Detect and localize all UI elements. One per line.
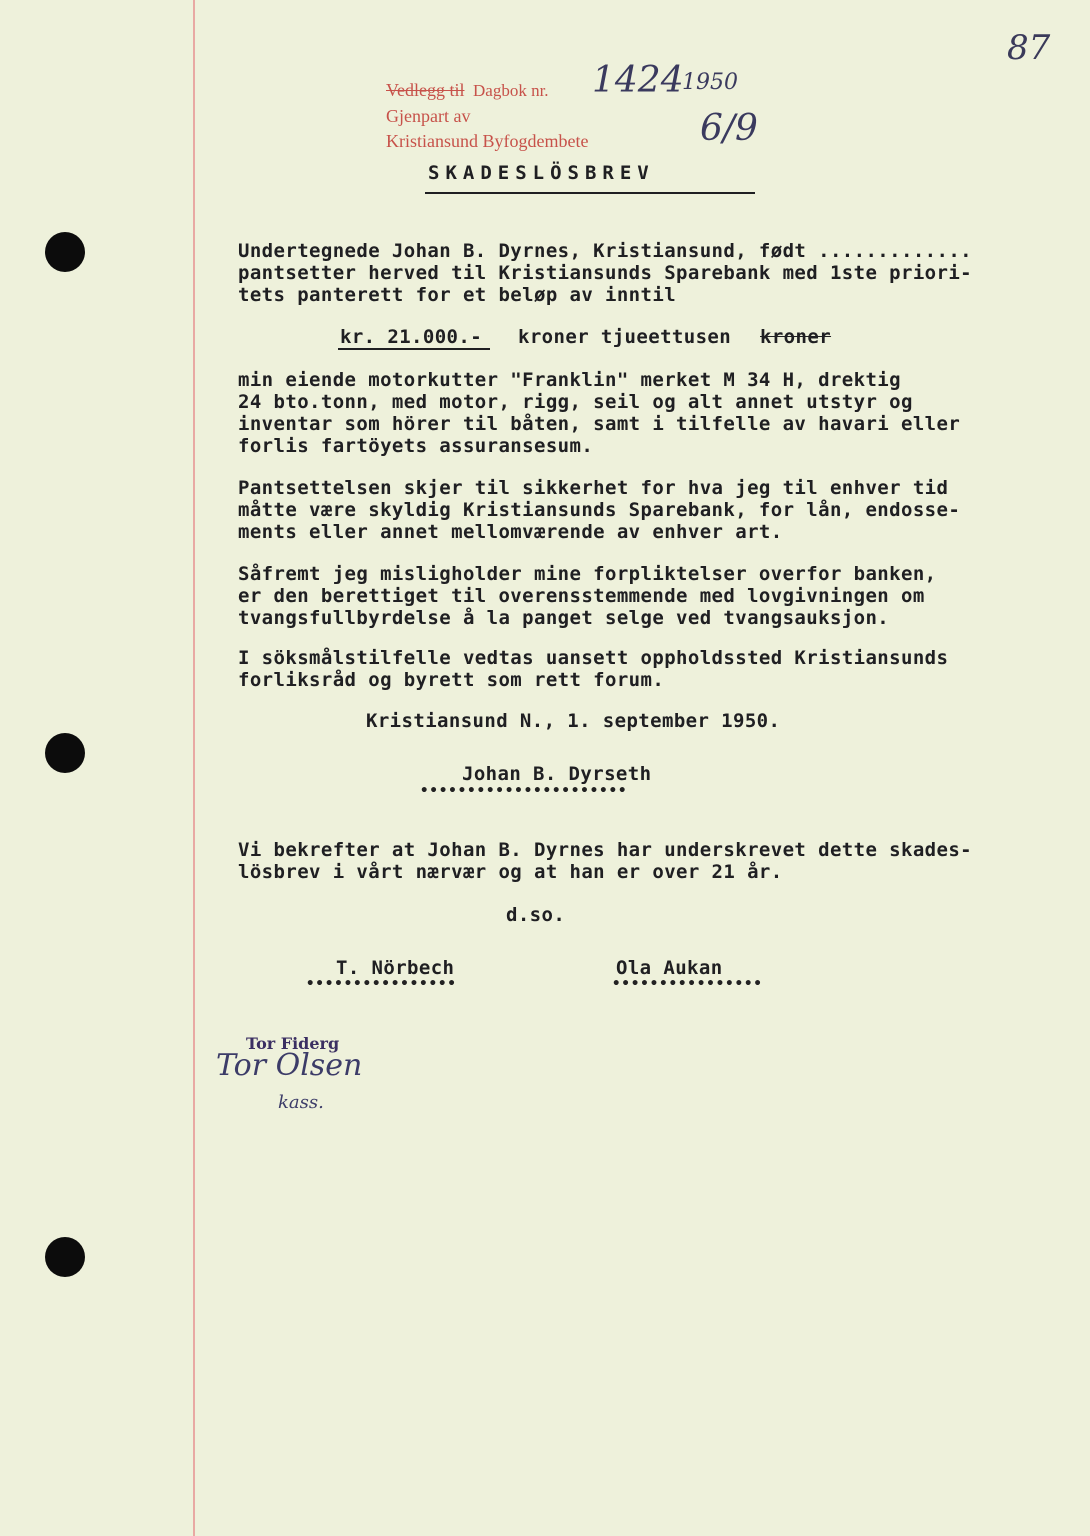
amount-underline — [338, 348, 490, 350]
stamp-dagbok-label: Dagbok nr. — [473, 81, 549, 100]
confirmation-line-2: lösbrev i vårt nærvær og at han er over 21 år. — [238, 861, 783, 883]
page-number: 87 — [1007, 28, 1051, 68]
para4-line-2: er den berettiget til overensstemmende med lovgivningen om — [238, 585, 925, 607]
stamp-date-note: 6/9 — [700, 108, 758, 149]
para5-line-1: I söksmålstilfelle vedtas uansett oppholdssted Kristiansunds — [238, 647, 949, 669]
punch-hole-bottom — [45, 1237, 85, 1277]
amount-figure: kr. 21.000.- — [340, 326, 483, 348]
witness-1-dots: •••••••••••••••• — [306, 976, 457, 992]
stamp-year: 1950 — [682, 70, 738, 95]
para1-line-3: tets panterett for et beløp av inntil — [238, 284, 677, 306]
para3-line-1: Pantsettelsen skjer til sikkerhet for hva jeg til enhver tid — [238, 477, 949, 499]
amount-struck: kroner — [760, 326, 832, 348]
document-title: SKADESLÖSBREV — [428, 162, 655, 184]
margin-line — [193, 0, 195, 1536]
title-underline — [425, 192, 755, 194]
para2-line-1: min eiende motorkutter "Franklin" merket M 34 H, drektig — [238, 369, 901, 391]
confirmation-line-1: Vi bekrefter at Johan B. Dyrnes har underskrevet dette skades- — [238, 839, 973, 861]
amount-words: kroner tjueettusen — [518, 326, 732, 348]
stamp-struck-text: Vedlegg til — [386, 80, 465, 100]
dso-note: d.so. — [506, 904, 566, 926]
clerk-title: kass. — [278, 1092, 324, 1113]
para4-line-1: Såfremt jeg misligholder mine forpliktelser overfor banken, — [238, 563, 937, 585]
clerk-signature: Tor Olsen — [216, 1048, 363, 1083]
para5-line-2: forliksråd og byrett som rett forum. — [238, 669, 665, 691]
para1-line-2: pantsetter herved til Kristiansunds Sparebank med 1ste priori- — [238, 262, 973, 284]
para2-line-4: forlis fartöyets assuransesum. — [238, 435, 594, 457]
stamp-copy-label: Gjenpart av — [386, 106, 471, 126]
witness-1-name: T. Nörbech — [336, 957, 455, 979]
para2-line-2: 24 bto.tonn, med motor, rigg, seil og alt annet utstyr og — [238, 391, 913, 413]
para2-line-3: inventar som hörer til båten, samt i tilfelle av havari eller — [238, 413, 961, 435]
para3-line-3: ments eller annet mellomværende av enhver art. — [238, 521, 783, 543]
witness-2-name: Ola Aukan — [616, 957, 723, 979]
signer-dots: •••••••••••••••••••••• — [420, 783, 628, 799]
para3-line-2: måtte være skyldig Kristiansunds Sparebank, for lån, endosse- — [238, 499, 961, 521]
clerk-stamp: Tor Fiderg — [246, 1034, 340, 1053]
witness-2-dots: •••••••••••••••• — [612, 976, 763, 992]
punch-hole-middle — [45, 733, 85, 773]
signer-name: Johan B. Dyrseth — [462, 763, 652, 785]
para4-line-3: tvangsfullbyrdelse å la panget selge ved tvangsauksjon. — [238, 607, 890, 629]
para1-line-1: Undertegnede Johan B. Dyrnes, Kristiansund, født ............. — [238, 240, 973, 262]
place-date: Kristiansund N., 1. september 1950. — [366, 710, 781, 732]
stamp-office: Kristiansund Byfogdembete — [386, 131, 589, 151]
punch-hole-top — [45, 232, 85, 272]
stamp-dagbok-number: 1424 — [592, 60, 684, 101]
stamp-line-1 — [386, 80, 549, 101]
